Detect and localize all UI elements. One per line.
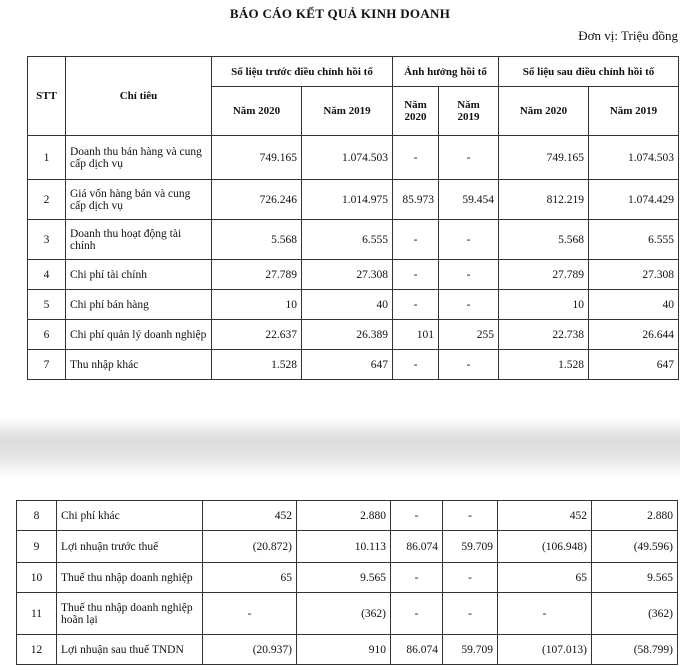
cell-effect-2020: - xyxy=(393,350,439,380)
header-effect-2019-a: Năm xyxy=(457,99,480,111)
row-stt: 5 xyxy=(28,290,66,320)
cell-after-2020: - xyxy=(498,593,592,635)
cell-after-2020: 452 xyxy=(498,501,592,531)
header-after-2020: Năm 2020 xyxy=(499,87,589,136)
cell-effect-2020: - xyxy=(393,220,439,260)
cell-effect-2019: - xyxy=(443,593,498,635)
cell-before-2019: 1.074.503 xyxy=(302,136,393,180)
cell-before-2019: 40 xyxy=(302,290,393,320)
row-stt: 6 xyxy=(28,320,66,350)
row-label: Chi phí quản lý doanh nghiệp xyxy=(66,320,212,350)
row-stt: 12 xyxy=(17,635,57,665)
cell-effect-2020: 86.074 xyxy=(391,531,443,563)
cell-before-2020: 22.637 xyxy=(212,320,302,350)
cell-after-2019: 26.644 xyxy=(589,320,679,350)
cell-before-2020: 726.246 xyxy=(212,180,302,220)
cell-effect-2019: - xyxy=(443,563,498,593)
header-group-after: Số liệu sau điều chỉnh hồi tố xyxy=(499,57,679,87)
cell-effect-2019: 59.454 xyxy=(439,180,499,220)
cell-before-2020: (20.872) xyxy=(203,531,297,563)
row-label: Thu nhập khác xyxy=(66,350,212,380)
row-label: Lợi nhuận sau thuế TNDN xyxy=(57,635,203,665)
header-before-2020: Năm 2020 xyxy=(212,87,302,136)
income-statement-table-page1 xyxy=(27,56,679,380)
cell-effect-2019: - xyxy=(439,260,499,290)
cell-effect-2019: - xyxy=(439,136,499,180)
cell-after-2020: 1.528 xyxy=(499,350,589,380)
row-stt: 2 xyxy=(28,180,66,220)
cell-before-2020: 1.528 xyxy=(212,350,302,380)
cell-effect-2020: - xyxy=(391,501,443,531)
cell-effect-2020: - xyxy=(393,260,439,290)
cell-before-2019: 647 xyxy=(302,350,393,380)
cell-effect-2020: - xyxy=(391,593,443,635)
cell-after-2019: (362) xyxy=(592,593,678,635)
cell-before-2019: (362) xyxy=(297,593,391,635)
cell-after-2019: 9.565 xyxy=(592,563,678,593)
cell-effect-2019: 59.709 xyxy=(443,531,498,563)
unit-label: Đơn vị: Triệu đồng xyxy=(578,28,678,43)
cell-effect-2019: 255 xyxy=(439,320,499,350)
header-item: Chỉ tiêu xyxy=(66,57,212,136)
row-label: Doanh thu hoạt động tài chính xyxy=(66,220,212,260)
row-stt: 1 xyxy=(28,136,66,180)
cell-effect-2020: - xyxy=(393,290,439,320)
row-stt: 7 xyxy=(28,350,66,380)
cell-after-2020: 749.165 xyxy=(499,136,589,180)
cell-before-2020: - xyxy=(203,593,297,635)
header-effect-2019-b: 2019 xyxy=(457,111,480,123)
cell-before-2020: 5.568 xyxy=(212,220,302,260)
header-after-2019: Năm 2019 xyxy=(589,87,679,136)
row-label: Chi phí tài chính xyxy=(66,260,212,290)
cell-after-2019: 6.555 xyxy=(589,220,679,260)
cell-after-2019: 2.880 xyxy=(592,501,678,531)
row-stt: 3 xyxy=(28,220,66,260)
row-label: Lợi nhuận trước thuế xyxy=(57,531,203,563)
table-row xyxy=(28,350,679,380)
cell-before-2020: 65 xyxy=(203,563,297,593)
header-effect-2019 xyxy=(439,87,499,136)
cell-after-2019: (49.596) xyxy=(592,531,678,563)
row-label: Chi phí khác xyxy=(57,501,203,531)
header-effect-2020 xyxy=(393,87,439,136)
row-label: Thuế thu nhập doanh nghiệp hoãn lại xyxy=(57,593,203,635)
cell-after-2020: 812.219 xyxy=(499,180,589,220)
cell-effect-2019: - xyxy=(439,220,499,260)
report-title: BÁO CÁO KẾT QUẢ KINH DOANH xyxy=(229,6,451,21)
header-group-before: Số liệu trước điều chỉnh hồi tố xyxy=(212,57,393,87)
cell-after-2019: 27.308 xyxy=(589,260,679,290)
cell-before-2019: 26.389 xyxy=(302,320,393,350)
header-stt: STT xyxy=(28,57,66,136)
cell-after-2020: (107.013) xyxy=(498,635,592,665)
cell-after-2019: (58.799) xyxy=(592,635,678,665)
cell-after-2019: 40 xyxy=(589,290,679,320)
cell-effect-2019: - xyxy=(439,350,499,380)
row-label: Thuế thu nhập doanh nghiệp xyxy=(57,563,203,593)
header-group-effect: Ảnh hưởng hồi tố xyxy=(393,57,499,87)
cell-effect-2020: - xyxy=(393,136,439,180)
cell-effect-2020: - xyxy=(391,563,443,593)
cell-before-2020: 749.165 xyxy=(212,136,302,180)
cell-before-2019: 910 xyxy=(297,635,391,665)
cell-after-2020: 10 xyxy=(499,290,589,320)
cell-after-2019: 1.074.503 xyxy=(589,136,679,180)
cell-effect-2020: 85.973 xyxy=(393,180,439,220)
cell-before-2020: (20.937) xyxy=(203,635,297,665)
cell-before-2019: 9.565 xyxy=(297,563,391,593)
table-row xyxy=(17,635,678,665)
cell-before-2019: 6.555 xyxy=(302,220,393,260)
cell-effect-2019: - xyxy=(439,290,499,320)
row-stt: 4 xyxy=(28,260,66,290)
row-stt: 9 xyxy=(17,531,57,563)
table-row xyxy=(17,531,678,563)
page-break-divider xyxy=(0,418,680,480)
table-row xyxy=(17,501,678,531)
cell-before-2020: 27.789 xyxy=(212,260,302,290)
row-stt: 8 xyxy=(17,501,57,531)
header-effect-2020-b: 2020 xyxy=(404,111,427,123)
table-row xyxy=(28,290,679,320)
cell-after-2020: 22.738 xyxy=(499,320,589,350)
cell-before-2019: 1.014.975 xyxy=(302,180,393,220)
cell-effect-2020: 101 xyxy=(393,320,439,350)
row-stt: 10 xyxy=(17,563,57,593)
cell-before-2019: 10.113 xyxy=(297,531,391,563)
row-label: Chi phí bán hàng xyxy=(66,290,212,320)
cell-before-2020: 10 xyxy=(212,290,302,320)
table-row xyxy=(28,320,679,350)
table-row xyxy=(28,260,679,290)
cell-after-2020: 65 xyxy=(498,563,592,593)
table-row xyxy=(17,563,678,593)
table-row xyxy=(28,136,679,180)
cell-before-2019: 27.308 xyxy=(302,260,393,290)
cell-before-2019: 2.880 xyxy=(297,501,391,531)
cell-after-2019: 647 xyxy=(589,350,679,380)
cell-after-2020: 5.568 xyxy=(499,220,589,260)
table-row xyxy=(28,220,679,260)
table-row xyxy=(28,180,679,220)
cell-after-2020: (106.948) xyxy=(498,531,592,563)
cell-effect-2019: 59.709 xyxy=(443,635,498,665)
cell-effect-2019: - xyxy=(443,501,498,531)
header-effect-2020-a: Năm xyxy=(404,99,427,111)
cell-effect-2020: 86.074 xyxy=(391,635,443,665)
header-before-2019: Năm 2019 xyxy=(302,87,393,136)
row-label: Doanh thu bán hàng và cung cấp dịch vụ xyxy=(66,136,212,180)
table-row xyxy=(17,593,678,635)
cell-before-2020: 452 xyxy=(203,501,297,531)
cell-after-2019: 1.074.429 xyxy=(589,180,679,220)
income-statement-table-page2 xyxy=(16,500,678,665)
row-stt: 11 xyxy=(17,593,57,635)
cell-after-2020: 27.789 xyxy=(499,260,589,290)
row-label: Giá vốn hàng bán và cung cấp dịch vụ xyxy=(66,180,212,220)
